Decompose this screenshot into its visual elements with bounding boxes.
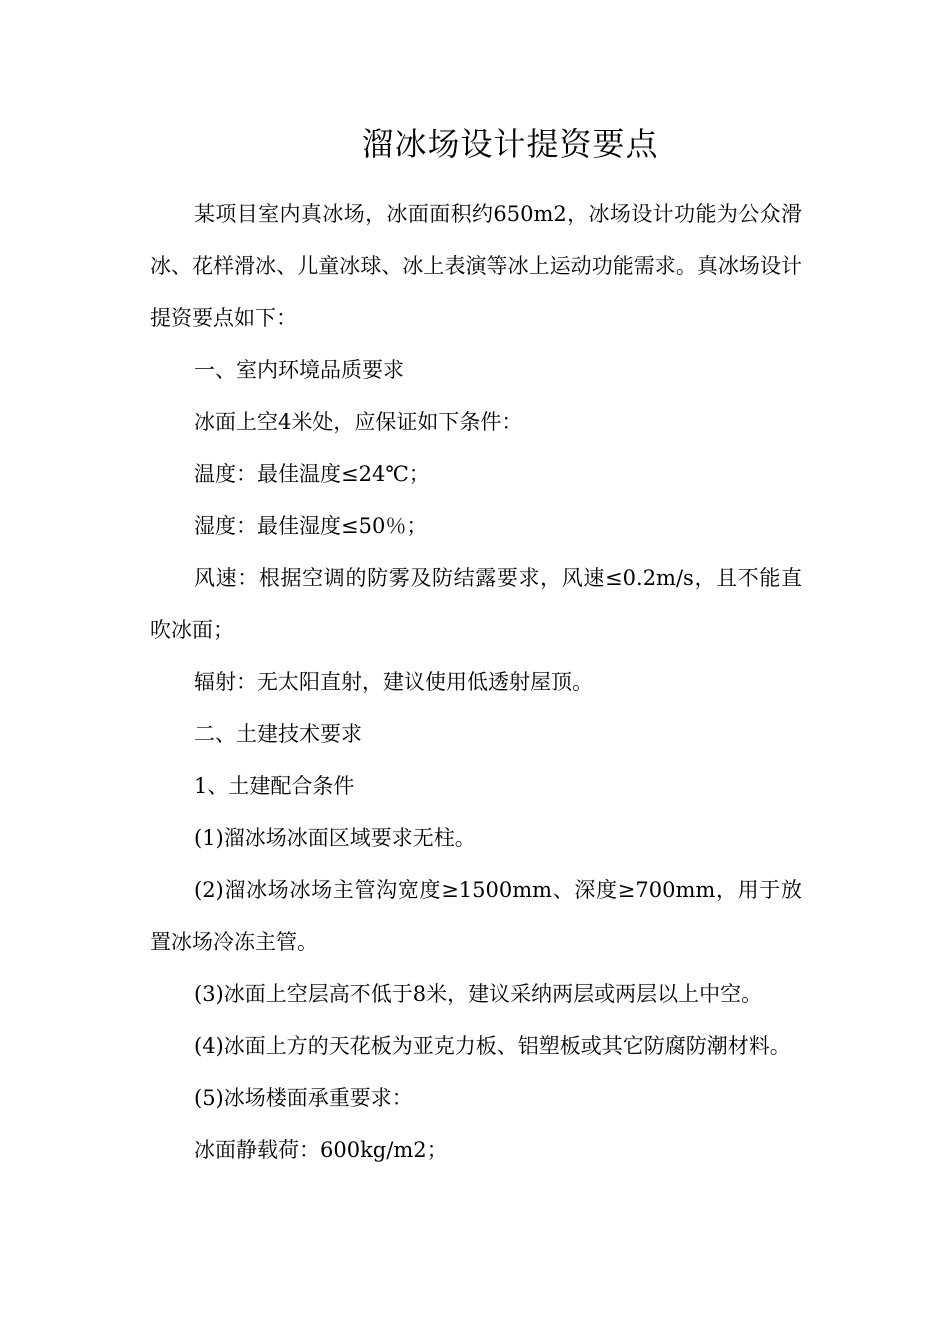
paragraph-conditions: 冰面上空4米处，应保证如下条件： xyxy=(194,410,523,434)
paragraph-radiation: 辐射：无太阳直射，建议使用低透射屋顶。 xyxy=(194,670,593,694)
list-item-4: (4)冰面上方的天花板为亚克力板、铝塑板或其它防腐防潮材料。 xyxy=(194,1034,791,1058)
document-body xyxy=(150,188,802,1176)
list-item-5: (5)冰场楼面承重要求： xyxy=(194,1086,413,1110)
paragraph-temperature: 温度：最佳温度≤24℃； xyxy=(194,462,430,486)
paragraph-humidity: 湿度：最佳湿度≤50％； xyxy=(194,514,428,538)
list-item-3: (3)冰面上空层高不低于8米，建议采纳两层或两层以上中空。 xyxy=(194,982,763,1006)
paragraph-wind-speed: 风速：根据空调的防雾及防结露要求，风速≤0.2m/s，且不能直吹冰面； xyxy=(150,566,802,642)
paragraph-intro: 某项目室内真冰场，冰面面积约650m2，冰场设计功能为公众滑冰、花样滑冰、儿童冰球、冰上表演等冰上运动功能需求。真冰场设计提资要点如下： xyxy=(150,202,802,330)
section-heading-environment: 一、室内环境品质要求 xyxy=(194,358,404,382)
paragraph-static-load: 冰面静载荷：600kg/m2； xyxy=(194,1138,448,1162)
list-item-1: (1)溜冰场冰面区域要求无柱。 xyxy=(194,826,476,850)
list-item-2: (2)溜冰场冰场主管沟宽度≥1500mm、深度≥700mm，用于放置冰场冷冻主管。 xyxy=(150,878,802,954)
subsection-heading-civil-conditions: 1、土建配合条件 xyxy=(194,774,355,798)
section-heading-civil: 二、土建技术要求 xyxy=(194,722,362,746)
document-title: 溜冰场设计提资要点 xyxy=(361,125,659,163)
